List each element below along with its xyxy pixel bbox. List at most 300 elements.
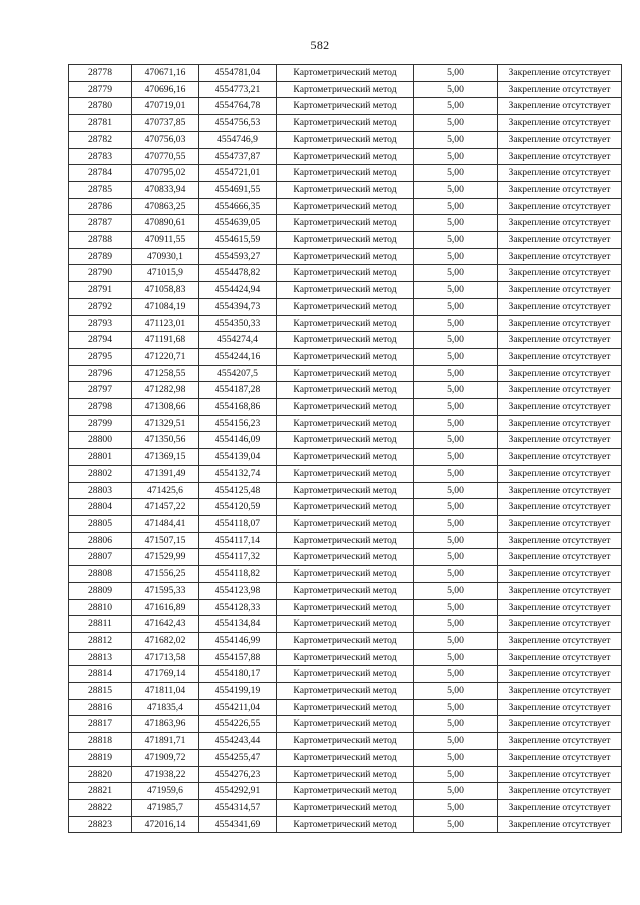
fixation-cell: Закрепление отсутствует	[498, 582, 622, 599]
table-row	[69, 98, 622, 115]
method-cell: Картометрический метод	[277, 733, 414, 750]
point-number-cell: 28803	[69, 482, 132, 499]
x-coordinate-cell: 471258,55	[132, 365, 199, 382]
y-coordinate-cell: 4554639,05	[199, 215, 277, 232]
fixation-cell: Закрепление отсутствует	[498, 365, 622, 382]
accuracy-cell: 5,00	[414, 282, 498, 299]
x-coordinate-cell: 471015,9	[132, 265, 199, 282]
point-number-cell: 28802	[69, 465, 132, 482]
method-cell: Картометрический метод	[277, 165, 414, 182]
table-row	[69, 683, 622, 700]
accuracy-cell: 5,00	[414, 81, 498, 98]
x-coordinate-cell: 471891,71	[132, 733, 199, 750]
fixation-cell: Закрепление отсутствует	[498, 566, 622, 583]
y-coordinate-cell: 4554243,44	[199, 733, 277, 750]
method-cell: Картометрический метод	[277, 399, 414, 416]
x-coordinate-cell: 471642,43	[132, 616, 199, 633]
accuracy-cell: 5,00	[414, 148, 498, 165]
fixation-cell: Закрепление отсутствует	[498, 799, 622, 816]
method-cell: Картометрический метод	[277, 282, 414, 299]
accuracy-cell: 5,00	[414, 482, 498, 499]
point-number-cell: 28782	[69, 131, 132, 148]
accuracy-cell: 5,00	[414, 181, 498, 198]
point-number-cell: 28778	[69, 65, 132, 82]
y-coordinate-cell: 4554244,16	[199, 348, 277, 365]
y-coordinate-cell: 4554134,84	[199, 616, 277, 633]
y-coordinate-cell: 4554157,88	[199, 649, 277, 666]
table-row	[69, 165, 622, 182]
accuracy-cell: 5,00	[414, 365, 498, 382]
point-number-cell: 28819	[69, 749, 132, 766]
method-cell: Картометрический метод	[277, 248, 414, 265]
y-coordinate-cell: 4554125,48	[199, 482, 277, 499]
y-coordinate-cell: 4554132,74	[199, 465, 277, 482]
y-coordinate-cell: 4554117,14	[199, 532, 277, 549]
fixation-cell: Закрепление отсутствует	[498, 348, 622, 365]
accuracy-cell: 5,00	[414, 683, 498, 700]
y-coordinate-cell: 4554180,17	[199, 666, 277, 683]
table-row	[69, 515, 622, 532]
fixation-cell: Закрепление отсутствует	[498, 415, 622, 432]
x-coordinate-cell: 471191,68	[132, 332, 199, 349]
method-cell: Картометрический метод	[277, 131, 414, 148]
x-coordinate-cell: 471529,99	[132, 549, 199, 566]
method-cell: Картометрический метод	[277, 465, 414, 482]
method-cell: Картометрический метод	[277, 432, 414, 449]
x-coordinate-cell: 470930,1	[132, 248, 199, 265]
method-cell: Картометрический метод	[277, 716, 414, 733]
accuracy-cell: 5,00	[414, 733, 498, 750]
y-coordinate-cell: 4554756,53	[199, 115, 277, 132]
y-coordinate-cell: 4554156,23	[199, 415, 277, 432]
x-coordinate-cell: 470696,16	[132, 81, 199, 98]
accuracy-cell: 5,00	[414, 816, 498, 833]
fixation-cell: Закрепление отсутствует	[498, 666, 622, 683]
point-number-cell: 28780	[69, 98, 132, 115]
point-number-cell: 28818	[69, 733, 132, 750]
accuracy-cell: 5,00	[414, 98, 498, 115]
point-number-cell: 28795	[69, 348, 132, 365]
y-coordinate-cell: 4554615,59	[199, 232, 277, 249]
point-number-cell: 28804	[69, 499, 132, 516]
method-cell: Картометрический метод	[277, 683, 414, 700]
y-coordinate-cell: 4554255,47	[199, 749, 277, 766]
point-number-cell: 28787	[69, 215, 132, 232]
table-row	[69, 215, 622, 232]
method-cell: Картометрический метод	[277, 632, 414, 649]
table-row	[69, 783, 622, 800]
accuracy-cell: 5,00	[414, 515, 498, 532]
y-coordinate-cell: 4554146,09	[199, 432, 277, 449]
table-row	[69, 816, 622, 833]
accuracy-cell: 5,00	[414, 532, 498, 549]
y-coordinate-cell: 4554187,28	[199, 382, 277, 399]
method-cell: Картометрический метод	[277, 766, 414, 783]
point-number-cell: 28781	[69, 115, 132, 132]
table-row	[69, 382, 622, 399]
accuracy-cell: 5,00	[414, 232, 498, 249]
fixation-cell: Закрепление отсутствует	[498, 131, 622, 148]
accuracy-cell: 5,00	[414, 265, 498, 282]
y-coordinate-cell: 4554128,33	[199, 599, 277, 616]
fixation-cell: Закрепление отсутствует	[498, 465, 622, 482]
method-cell: Картометрический метод	[277, 783, 414, 800]
accuracy-cell: 5,00	[414, 449, 498, 466]
y-coordinate-cell: 4554292,91	[199, 783, 277, 800]
table-row	[69, 716, 622, 733]
point-number-cell: 28809	[69, 582, 132, 599]
coordinates-table	[68, 64, 622, 833]
page-number: 582	[310, 38, 330, 52]
method-cell: Картометрический метод	[277, 449, 414, 466]
x-coordinate-cell: 470671,16	[132, 65, 199, 82]
point-number-cell: 28796	[69, 365, 132, 382]
method-cell: Картометрический метод	[277, 198, 414, 215]
point-number-cell: 28817	[69, 716, 132, 733]
table-row	[69, 549, 622, 566]
x-coordinate-cell: 470911,55	[132, 232, 199, 249]
method-cell: Картометрический метод	[277, 415, 414, 432]
accuracy-cell: 5,00	[414, 399, 498, 416]
y-coordinate-cell: 4554341,69	[199, 816, 277, 833]
accuracy-cell: 5,00	[414, 432, 498, 449]
fixation-cell: Закрепление отсутствует	[498, 115, 622, 132]
y-coordinate-cell: 4554117,32	[199, 549, 277, 566]
method-cell: Картометрический метод	[277, 181, 414, 198]
point-number-cell: 28794	[69, 332, 132, 349]
method-cell: Картометрический метод	[277, 332, 414, 349]
x-coordinate-cell: 471959,6	[132, 783, 199, 800]
accuracy-cell: 5,00	[414, 549, 498, 566]
accuracy-cell: 5,00	[414, 382, 498, 399]
point-number-cell: 28806	[69, 532, 132, 549]
y-coordinate-cell: 4554478,82	[199, 265, 277, 282]
method-cell: Картометрический метод	[277, 265, 414, 282]
fixation-cell: Закрепление отсутствует	[498, 499, 622, 516]
point-number-cell: 28798	[69, 399, 132, 416]
x-coordinate-cell: 470770,55	[132, 148, 199, 165]
x-coordinate-cell: 470890,61	[132, 215, 199, 232]
method-cell: Картометрический метод	[277, 298, 414, 315]
fixation-cell: Закрепление отсутствует	[498, 298, 622, 315]
accuracy-cell: 5,00	[414, 215, 498, 232]
table-row	[69, 148, 622, 165]
method-cell: Картометрический метод	[277, 549, 414, 566]
y-coordinate-cell: 4554691,55	[199, 181, 277, 198]
method-cell: Картометрический метод	[277, 81, 414, 98]
fixation-cell: Закрепление отсутствует	[498, 165, 622, 182]
accuracy-cell: 5,00	[414, 415, 498, 432]
fixation-cell: Закрепление отсутствует	[498, 749, 622, 766]
point-number-cell: 28800	[69, 432, 132, 449]
accuracy-cell: 5,00	[414, 115, 498, 132]
table-row	[69, 131, 622, 148]
point-number-cell: 28805	[69, 515, 132, 532]
method-cell: Картометрический метод	[277, 566, 414, 583]
table-row	[69, 248, 622, 265]
table-row	[69, 449, 622, 466]
table-row	[69, 532, 622, 549]
fixation-cell: Закрепление отсутствует	[498, 616, 622, 633]
x-coordinate-cell: 471084,19	[132, 298, 199, 315]
point-number-cell: 28823	[69, 816, 132, 833]
point-number-cell: 28797	[69, 382, 132, 399]
x-coordinate-cell: 471369,15	[132, 449, 199, 466]
fixation-cell: Закрепление отсутствует	[498, 248, 622, 265]
point-number-cell: 28812	[69, 632, 132, 649]
table-row	[69, 332, 622, 349]
table-row	[69, 649, 622, 666]
accuracy-cell: 5,00	[414, 298, 498, 315]
point-number-cell: 28811	[69, 616, 132, 633]
x-coordinate-cell: 471350,56	[132, 432, 199, 449]
x-coordinate-cell: 471835,4	[132, 699, 199, 716]
accuracy-cell: 5,00	[414, 599, 498, 616]
accuracy-cell: 5,00	[414, 198, 498, 215]
x-coordinate-cell: 471713,58	[132, 649, 199, 666]
x-coordinate-cell: 470756,03	[132, 131, 199, 148]
x-coordinate-cell: 471391,49	[132, 465, 199, 482]
fixation-cell: Закрепление отсутствует	[498, 699, 622, 716]
fixation-cell: Закрепление отсутствует	[498, 716, 622, 733]
x-coordinate-cell: 471058,83	[132, 282, 199, 299]
y-coordinate-cell: 4554773,21	[199, 81, 277, 98]
point-number-cell: 28792	[69, 298, 132, 315]
fixation-cell: Закрепление отсутствует	[498, 515, 622, 532]
x-coordinate-cell: 471938,22	[132, 766, 199, 783]
method-cell: Картометрический метод	[277, 666, 414, 683]
fixation-cell: Закрепление отсутствует	[498, 198, 622, 215]
y-coordinate-cell: 4554764,78	[199, 98, 277, 115]
x-coordinate-cell: 471220,71	[132, 348, 199, 365]
table-row	[69, 399, 622, 416]
point-number-cell: 28788	[69, 232, 132, 249]
x-coordinate-cell: 471909,72	[132, 749, 199, 766]
method-cell: Картометрический метод	[277, 482, 414, 499]
x-coordinate-cell: 470863,25	[132, 198, 199, 215]
y-coordinate-cell: 4554146,99	[199, 632, 277, 649]
point-number-cell: 28784	[69, 165, 132, 182]
fixation-cell: Закрепление отсутствует	[498, 449, 622, 466]
x-coordinate-cell: 470737,85	[132, 115, 199, 132]
table-row	[69, 666, 622, 683]
accuracy-cell: 5,00	[414, 632, 498, 649]
y-coordinate-cell: 4554276,23	[199, 766, 277, 783]
point-number-cell: 28791	[69, 282, 132, 299]
table-row	[69, 348, 622, 365]
point-number-cell: 28799	[69, 415, 132, 432]
table-row	[69, 432, 622, 449]
accuracy-cell: 5,00	[414, 582, 498, 599]
table-row	[69, 566, 622, 583]
method-cell: Картометрический метод	[277, 348, 414, 365]
x-coordinate-cell: 471863,96	[132, 716, 199, 733]
accuracy-cell: 5,00	[414, 766, 498, 783]
y-coordinate-cell: 4554211,04	[199, 699, 277, 716]
table-row	[69, 265, 622, 282]
fixation-cell: Закрепление отсутствует	[498, 265, 622, 282]
y-coordinate-cell: 4554314,57	[199, 799, 277, 816]
method-cell: Картометрический метод	[277, 232, 414, 249]
accuracy-cell: 5,00	[414, 666, 498, 683]
table-row	[69, 198, 622, 215]
point-number-cell: 28820	[69, 766, 132, 783]
fixation-cell: Закрепление отсутствует	[498, 332, 622, 349]
fixation-cell: Закрепление отсутствует	[498, 532, 622, 549]
y-coordinate-cell: 4554139,04	[199, 449, 277, 466]
accuracy-cell: 5,00	[414, 566, 498, 583]
x-coordinate-cell: 470795,02	[132, 165, 199, 182]
y-coordinate-cell: 4554168,86	[199, 399, 277, 416]
point-number-cell: 28807	[69, 549, 132, 566]
table-row	[69, 582, 622, 599]
x-coordinate-cell: 470833,94	[132, 181, 199, 198]
accuracy-cell: 5,00	[414, 799, 498, 816]
accuracy-cell: 5,00	[414, 699, 498, 716]
method-cell: Картометрический метод	[277, 616, 414, 633]
accuracy-cell: 5,00	[414, 248, 498, 265]
fixation-cell: Закрепление отсутствует	[498, 632, 622, 649]
accuracy-cell: 5,00	[414, 348, 498, 365]
y-coordinate-cell: 4554199,19	[199, 683, 277, 700]
table-row	[69, 232, 622, 249]
point-number-cell: 28813	[69, 649, 132, 666]
accuracy-cell: 5,00	[414, 649, 498, 666]
fixation-cell: Закрепление отсутствует	[498, 733, 622, 750]
method-cell: Картометрический метод	[277, 816, 414, 833]
table-row	[69, 181, 622, 198]
fixation-cell: Закрепление отсутствует	[498, 282, 622, 299]
table-row	[69, 81, 622, 98]
fixation-cell: Закрепление отсутствует	[498, 432, 622, 449]
point-number-cell: 28810	[69, 599, 132, 616]
fixation-cell: Закрепление отсутствует	[498, 65, 622, 82]
y-coordinate-cell: 4554593,27	[199, 248, 277, 265]
table-row	[69, 315, 622, 332]
x-coordinate-cell: 471123,01	[132, 315, 199, 332]
y-coordinate-cell: 4554424,94	[199, 282, 277, 299]
fixation-cell: Закрепление отсутствует	[498, 549, 622, 566]
accuracy-cell: 5,00	[414, 332, 498, 349]
table-row	[69, 749, 622, 766]
accuracy-cell: 5,00	[414, 65, 498, 82]
method-cell: Картометрический метод	[277, 699, 414, 716]
table-row	[69, 465, 622, 482]
point-number-cell: 28786	[69, 198, 132, 215]
x-coordinate-cell: 472016,14	[132, 816, 199, 833]
fixation-cell: Закрепление отсутствует	[498, 766, 622, 783]
y-coordinate-cell: 4554721,01	[199, 165, 277, 182]
fixation-cell: Закрепление отсутствует	[498, 232, 622, 249]
method-cell: Картометрический метод	[277, 515, 414, 532]
table-row	[69, 632, 622, 649]
y-coordinate-cell: 4554781,04	[199, 65, 277, 82]
point-number-cell: 28789	[69, 248, 132, 265]
table-row	[69, 499, 622, 516]
accuracy-cell: 5,00	[414, 131, 498, 148]
fixation-cell: Закрепление отсутствует	[498, 98, 622, 115]
method-cell: Картометрический метод	[277, 532, 414, 549]
accuracy-cell: 5,00	[414, 616, 498, 633]
x-coordinate-cell: 471616,89	[132, 599, 199, 616]
y-coordinate-cell: 4554123,98	[199, 582, 277, 599]
fixation-cell: Закрепление отсутствует	[498, 315, 622, 332]
x-coordinate-cell: 471457,22	[132, 499, 199, 516]
table-row	[69, 799, 622, 816]
accuracy-cell: 5,00	[414, 165, 498, 182]
accuracy-cell: 5,00	[414, 783, 498, 800]
table-row	[69, 282, 622, 299]
x-coordinate-cell: 471769,14	[132, 666, 199, 683]
accuracy-cell: 5,00	[414, 499, 498, 516]
point-number-cell: 28821	[69, 783, 132, 800]
accuracy-cell: 5,00	[414, 315, 498, 332]
fixation-cell: Закрепление отсутствует	[498, 399, 622, 416]
point-number-cell: 28801	[69, 449, 132, 466]
method-cell: Картометрический метод	[277, 65, 414, 82]
fixation-cell: Закрепление отсутствует	[498, 482, 622, 499]
x-coordinate-cell: 471595,33	[132, 582, 199, 599]
fixation-cell: Закрепление отсутствует	[498, 783, 622, 800]
point-number-cell: 28785	[69, 181, 132, 198]
method-cell: Картометрический метод	[277, 365, 414, 382]
accuracy-cell: 5,00	[414, 716, 498, 733]
method-cell: Картометрический метод	[277, 799, 414, 816]
point-number-cell: 28822	[69, 799, 132, 816]
method-cell: Картометрический метод	[277, 382, 414, 399]
x-coordinate-cell: 471556,25	[132, 566, 199, 583]
y-coordinate-cell: 4554226,55	[199, 716, 277, 733]
method-cell: Картометрический метод	[277, 599, 414, 616]
fixation-cell: Закрепление отсутствует	[498, 816, 622, 833]
fixation-cell: Закрепление отсутствует	[498, 683, 622, 700]
table-row	[69, 599, 622, 616]
x-coordinate-cell: 471282,98	[132, 382, 199, 399]
fixation-cell: Закрепление отсутствует	[498, 382, 622, 399]
point-number-cell: 28814	[69, 666, 132, 683]
table-row	[69, 365, 622, 382]
x-coordinate-cell: 471811,04	[132, 683, 199, 700]
x-coordinate-cell: 471507,15	[132, 532, 199, 549]
method-cell: Картометрический метод	[277, 649, 414, 666]
method-cell: Картометрический метод	[277, 215, 414, 232]
x-coordinate-cell: 471484,41	[132, 515, 199, 532]
point-number-cell: 28790	[69, 265, 132, 282]
y-coordinate-cell: 4554350,33	[199, 315, 277, 332]
point-number-cell: 28779	[69, 81, 132, 98]
table-row	[69, 415, 622, 432]
table-row	[69, 298, 622, 315]
y-coordinate-cell: 4554746,9	[199, 131, 277, 148]
y-coordinate-cell: 4554394,73	[199, 298, 277, 315]
table-row	[69, 733, 622, 750]
y-coordinate-cell: 4554274,4	[199, 332, 277, 349]
table-row	[69, 766, 622, 783]
accuracy-cell: 5,00	[414, 465, 498, 482]
fixation-cell: Закрепление отсутствует	[498, 599, 622, 616]
method-cell: Картометрический метод	[277, 115, 414, 132]
method-cell: Картометрический метод	[277, 749, 414, 766]
table-row	[69, 65, 622, 82]
fixation-cell: Закрепление отсутствует	[498, 215, 622, 232]
y-coordinate-cell: 4554118,07	[199, 515, 277, 532]
method-cell: Картометрический метод	[277, 98, 414, 115]
x-coordinate-cell: 471308,66	[132, 399, 199, 416]
accuracy-cell: 5,00	[414, 749, 498, 766]
table-body	[69, 65, 622, 833]
y-coordinate-cell: 4554118,82	[199, 566, 277, 583]
method-cell: Картометрический метод	[277, 582, 414, 599]
